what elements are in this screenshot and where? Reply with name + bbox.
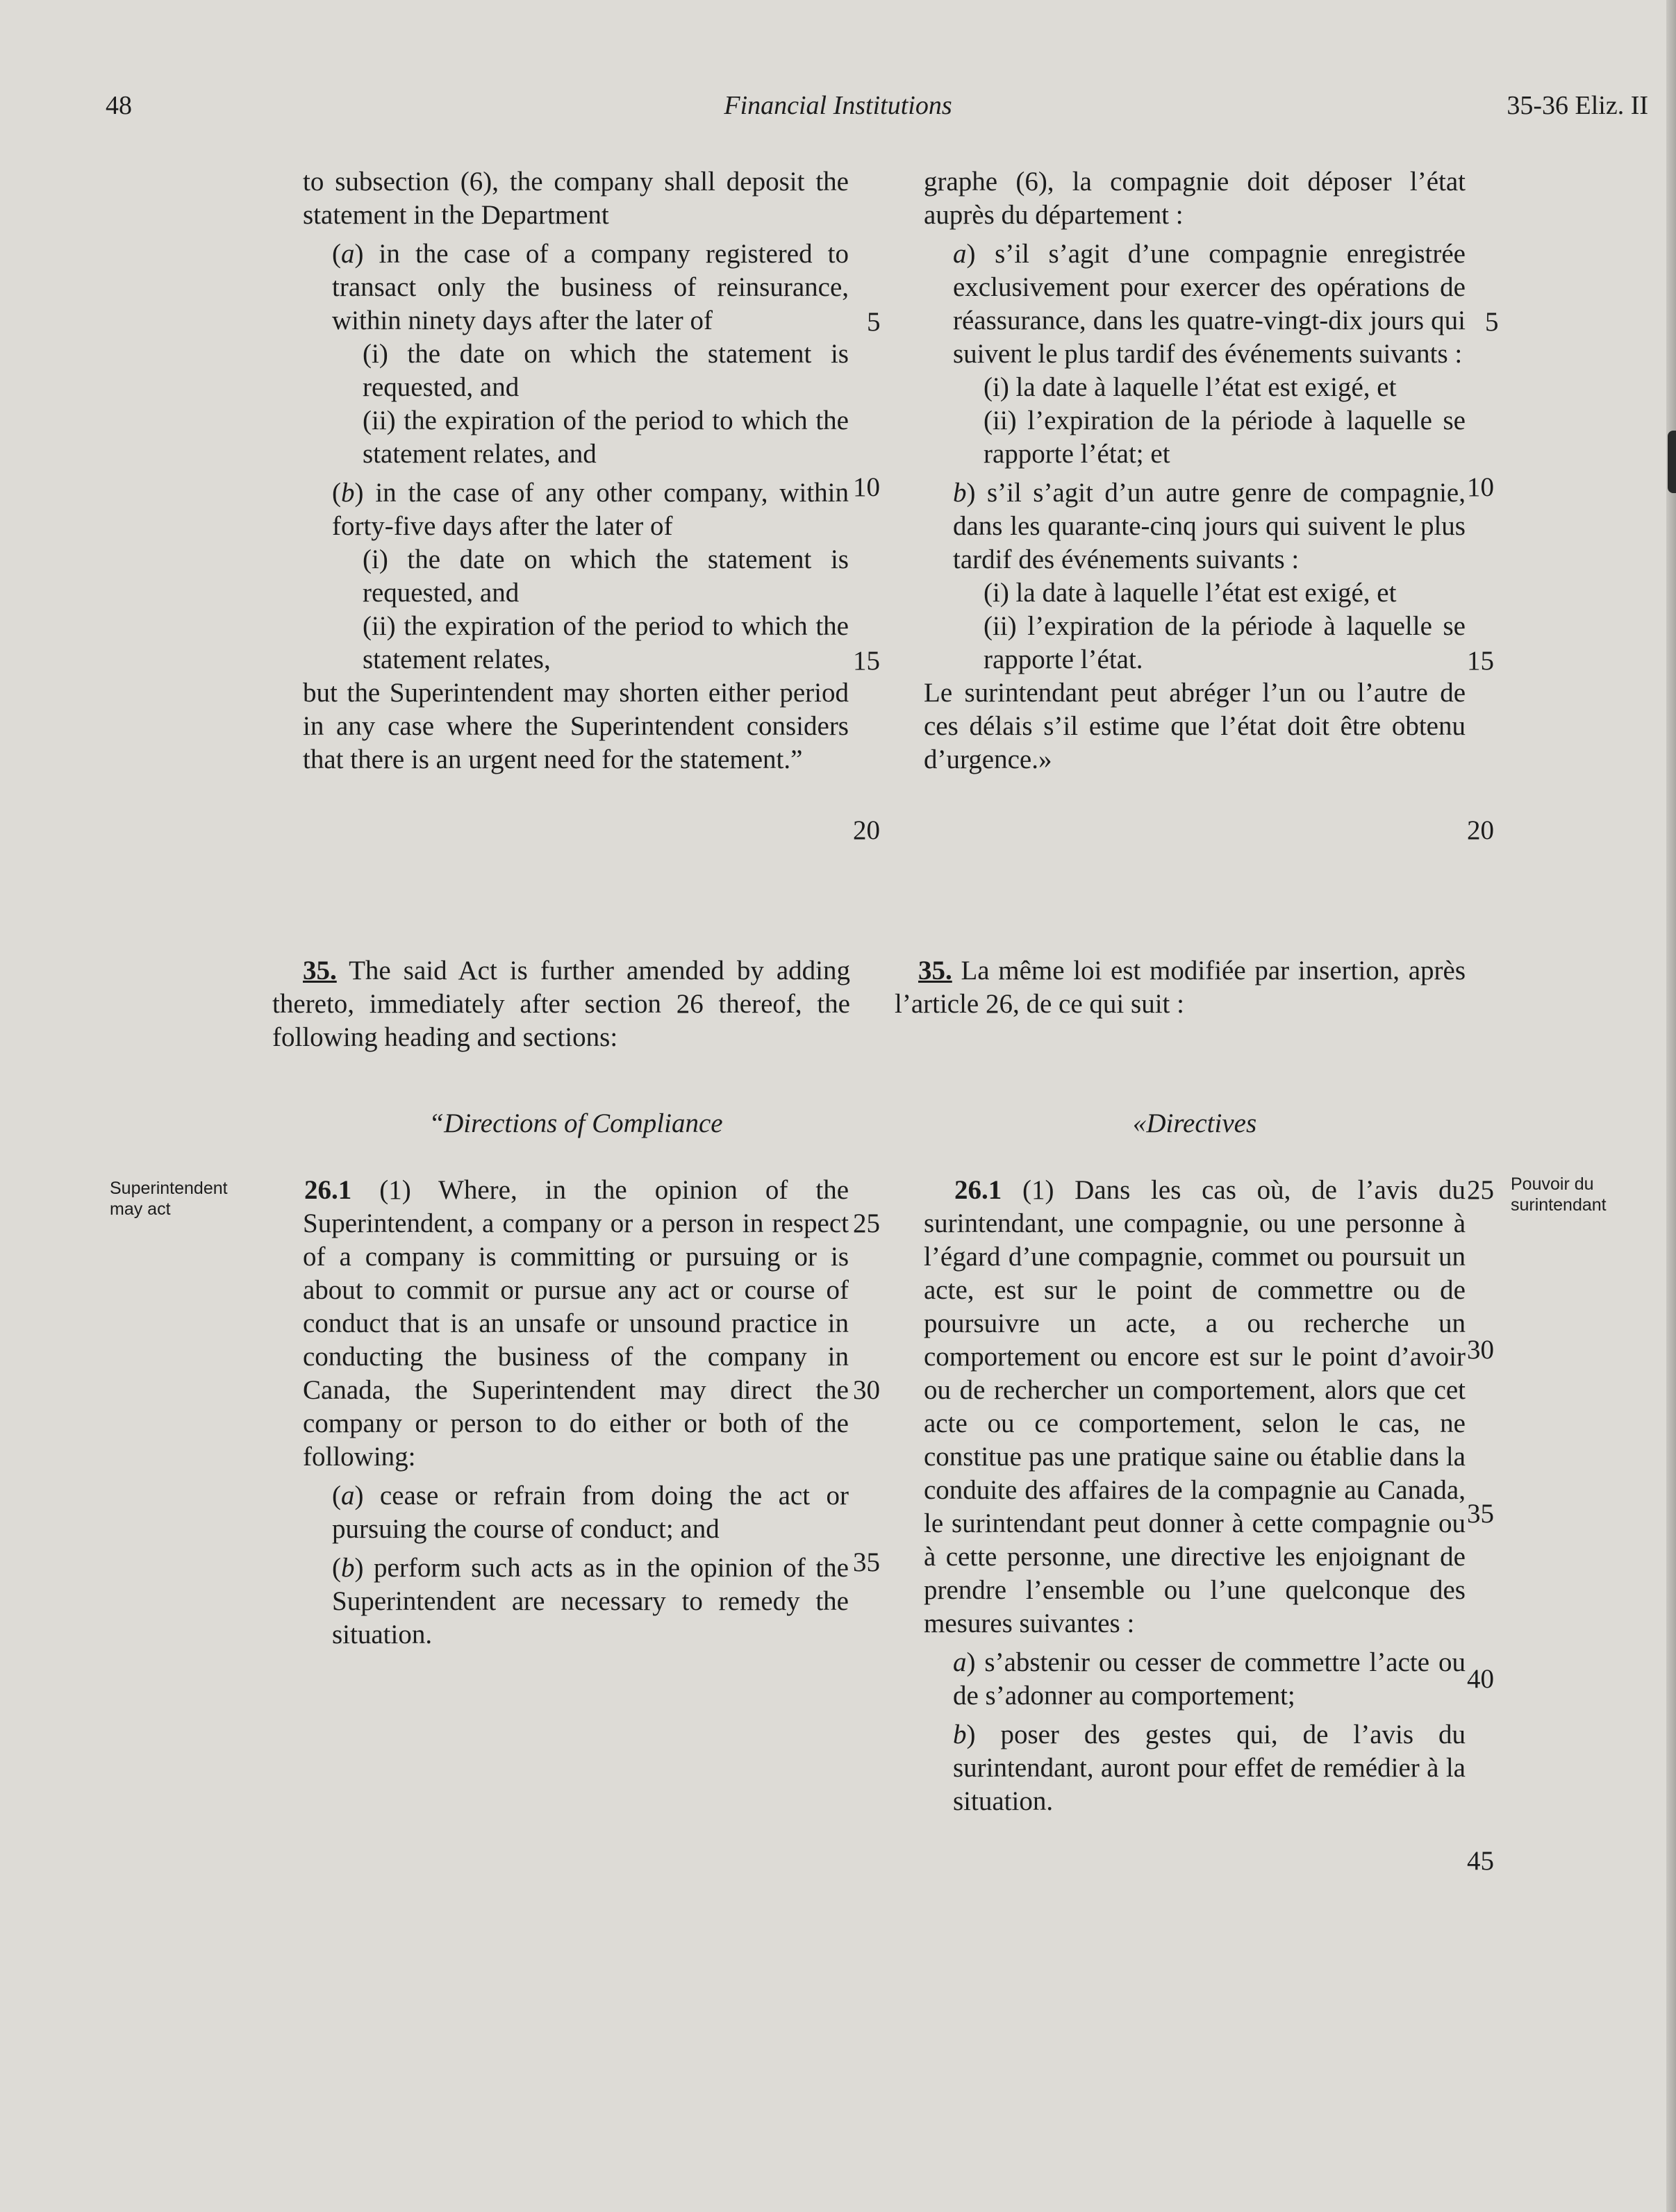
volume-label: 35-36 Eliz. II [1507,91,1648,120]
en-para-a-label: a [341,239,355,269]
en-s261-a-label: a [341,1481,355,1511]
french-column-top [924,165,1466,776]
en-para-b-i: (i) the date on which the statement is requested, and [363,544,849,608]
fr-para-b [924,476,1466,576]
fr-s261-b-text: ) poser des gestes qui, de l’avis du surintendant, auront pour effet de remédier à la situation. [953,1720,1466,1816]
fr-s261-a [924,1646,1466,1713]
en-line-number: 15 [853,646,880,676]
fr-s261-text: (1) Dans les cas où, de l’avis du surintendant, une compagnie, ou une personne à l’égard d’une compagnie, commet ou poursuit un acte, est sur le point de commettre ou de poursuivre un acte, a ou recherche un comportement ou encore est sur le point d’avoir ou de rechercher un comportement, alors que cet acte ou ce comportement, selon le cas, ne constitue pas une pratique saine ou établie dans la conduite des affaires de la compagnie au Canada, le surintendant peut donner à cette compagnie ou à cette personne, une directive les enjoignant de prendre l’ensemble ou l’une quelconque des mesures suivantes : [924,1175,1466,1638]
en-section-35 [272,954,850,1054]
margin-note-superintendent-fr: Pouvoir du surintendant [1511,1174,1607,1215]
en-para-a: (a) in the case of a company registered to transact only the business of reinsurance, within ninety days after the later of [332,239,849,335]
fr-para-b-i: (i) la date à laquelle l’état est exigé, et [984,578,1397,608]
fr-closing: Le surintendant peut abréger l’un ou l’autre de ces délais s’il estime que l’état doit être obtenu d’urgence.» [924,678,1466,774]
en-line-number: 25 [853,1208,880,1238]
en-s261-b-text: ) perform such acts as in the opinion of the Superintendent are necessary to remedy the situation. [332,1553,849,1649]
fr-para-b-ii: (ii) l’expiration de la période à laquelle se rapporte l’état. [984,611,1466,674]
fr-s261-a-text: ) s’abstenir ou cesser de commettre l’acte ou de s’adonner au comportement; [953,1647,1466,1711]
en-s261-number: 26.1 [304,1175,352,1205]
fr-line-number: 35 [1467,1499,1494,1529]
fr-para-b-text: ) s’il s’agit d’un autre genre de compagnie, dans les quarante-cinq jours qui suivent le plus tardif des événements suivants : [953,478,1466,574]
en-line-number: 20 [853,815,880,845]
fr-line-number: 25 [1467,1175,1494,1205]
fr-s261-a-label: a [953,1647,967,1677]
running-title: Financial Institutions [724,91,952,120]
fr-line-number: 45 [1467,1846,1494,1876]
en-para-a-i: (i) the date on which the statement is requested, and [363,339,849,402]
margin-note-superintendent-en: Superintendent may act [110,1179,228,1219]
en-para-a-text: ) in the case of a company registered to transact only the business of reinsurance, within ninety days after the later of [332,239,849,335]
fr-section-26-1 [924,1174,1466,1818]
en-line-number: 35 [853,1547,880,1577]
fr-para-a-label: a [953,239,967,269]
fr-line-number: 20 [1467,815,1494,845]
fr-para-a-ii: (ii) l’expiration de la période à laquelle se rapporte l’état; et [984,406,1466,469]
en-para-b-ii: (ii) the expiration of the period to which the statement relates, [363,611,849,674]
en-s261-a-text: ) cease or refrain from doing the act or pursuing the course of conduct; and [332,1481,849,1544]
fr-para-a-i: (i) la date à laquelle l’état est exigé, et [984,372,1397,402]
fr-line-number: 30 [1467,1335,1494,1365]
fr-s261-number: 26.1 [954,1175,1002,1205]
en-sec35-number: 35. [303,956,337,986]
en-s261-text: (1) Where, in the opinion of the Superintendent, a company or a person in respect of a company is committing or pursuing or is about to commit or pursue any act or course of conduct that is an unsafe or unsound practice in conducting the business of the company in Canada, the Superintendent may direct the company or person to do either or both of the following: [303,1175,849,1472]
english-column-top [303,165,849,776]
en-para-b: (b) in the case of any other company, within forty-five days after the later of [332,478,849,541]
fr-section-35 [895,954,1466,1021]
en-para-a-ii: (ii) the expiration of the period to which the statement relates, and [363,406,849,469]
page-edge [1666,0,1676,2212]
fr-heading: «Directives [1132,1108,1257,1138]
fr-line-number: 40 [1467,1664,1494,1694]
en-line-number: 30 [853,1375,880,1405]
en-line-number: 5 [867,307,881,337]
fr-line-number: 5 [1485,307,1499,337]
en-section-26-1 [303,1174,849,1652]
en-closing: but the Superintendent may shorten either period in any case where the Superintendent considers that there is an urgent need for the statement.” [303,678,849,774]
en-sec35-text: The said Act is further amended by adding thereto, immediately after section 26 thereof, the following heading and sections: [272,956,850,1052]
fr-sec35-text: La même loi est modifiée par insertion, après l’article 26, de ce qui suit : [895,956,1466,1019]
en-intro: to subsection (6), the company shall deposit the statement in the Department [303,167,849,230]
fr-para-a-text: ) s’il s’agit d’une compagnie enregistrée exclusivement pour exercer des opérations de réassurance, dans les quatre-vingt-dix jours qui suivent le plus tardif des événements suivants : [953,239,1466,369]
fr-s261-b-label: b [953,1720,967,1749]
page-number: 48 [106,91,132,120]
fr-para-b-label: b [953,478,967,508]
en-s261-a: (a) cease or refrain from doing the act or pursuing the course of conduct; and [332,1481,849,1544]
fr-line-number: 10 [1467,472,1494,502]
en-para-b-label: b [341,478,355,508]
fr-line-number: 15 [1467,646,1494,676]
en-line-number: 10 [853,472,880,502]
fr-sec35-number: 35. [918,956,952,986]
fr-s261-b [924,1718,1466,1818]
en-s261-b: (b) perform such acts as in the opinion of the Superintendent are necessary to remedy the situation. [332,1553,849,1649]
en-s261-b-label: b [341,1553,355,1583]
en-para-b-text: ) in the case of any other company, within forty-five days after the later of [332,478,849,541]
page-tab-marker [1668,431,1676,493]
fr-para-a [924,238,1466,371]
fr-intro: graphe (6), la compagnie doit déposer l’état auprès du département : [924,167,1466,230]
en-heading: “Directions of Compliance [429,1108,723,1138]
